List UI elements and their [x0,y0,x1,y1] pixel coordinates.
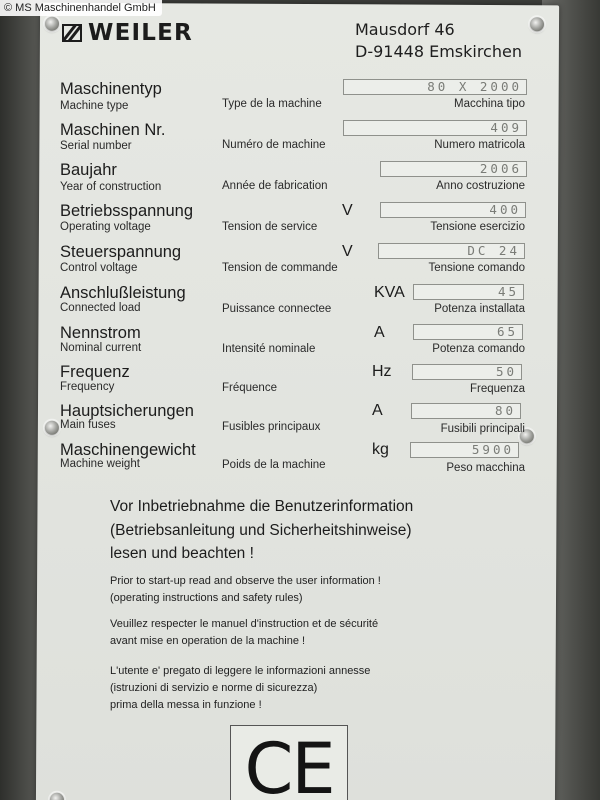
field-value-box: 80 X 2000 [343,79,527,95]
field-value-box: 400 [380,202,526,218]
field-label-de: Frequenz [60,363,130,381]
field-label-it: Potenza installata [434,303,525,315]
field-label-fr: Tension de commande [222,262,338,274]
warning-it-line: L'utente e' pregato di leggere le informazioni annesse [110,665,371,677]
warning-de-line: Vor Inbetriebnahme die Benutzerinformation [110,498,414,515]
field-label-it: Tensione esercizio [430,221,525,233]
field-label-en: Machine type [60,100,129,112]
field-unit: Hz [372,363,392,380]
warning-it-line: prima della messa in funzione ! [110,699,262,711]
field-value-box: 2006 [380,161,527,177]
field-label-fr: Année de fabrication [222,180,328,192]
field-label-de: Hauptsicherungen [60,402,194,420]
field-label-it: Potenza comando [432,343,525,355]
field-label-en: Frequency [60,381,115,393]
rivet-bottom-left [50,793,64,800]
weiler-logo [62,20,193,46]
rivet-top-left [45,17,59,31]
field-label-en: Control voltage [60,262,138,274]
field-label-de: Maschinengewicht [60,441,196,459]
field-label-fr: Tension de service [222,221,318,233]
warning-en-line: Prior to start-up read and observe the user information ! [110,575,381,587]
field-label-de: Baujahr [60,161,117,179]
field-unit: KVA [374,284,405,301]
field-value-box: 5900 [410,442,519,458]
field-label-en: Operating voltage [60,221,151,233]
field-value-box: 409 [343,120,527,136]
warning-de-line: (Betriebsanleitung und Sicherheitshinweise) [110,522,412,539]
warning-it-line: (istruzioni di servizio e norme di sicurezza) [110,682,318,694]
warning-de-line: lesen und beachten ! [110,545,254,562]
field-label-it: Fusibili principali [440,423,525,435]
weiler-logo-mark-icon [62,24,82,42]
field-value-box: 50 [412,364,522,380]
field-unit: A [374,324,385,341]
weiler-logo-text: WEILER [88,20,193,46]
field-label-de: Anschlußleistung [60,284,186,302]
field-label-it: Tensione comando [428,262,525,274]
photo-credit: © MS Maschinenhandel GmbH [0,0,162,16]
field-value-box: DC 24 [378,243,525,259]
field-label-de: Nennstrom [60,324,141,342]
address-line-1: Mausdorf 46 [355,20,455,39]
field-label-it: Numero matricola [434,139,525,151]
field-label-it: Anno costruzione [436,180,525,192]
warning-fr-line: Veuillez respecter le manuel d'instruction et de sécurité [110,618,379,630]
field-label-fr: Type de la machine [222,98,322,110]
field-label-fr: Fusibles principaux [222,421,321,433]
warning-fr-line: avant mise en operation de la machine ! [110,635,306,647]
field-label-en: Main fuses [60,419,116,431]
field-label-it: Frequenza [470,383,525,395]
field-value-box: 45 [413,284,524,300]
field-label-en: Connected load [60,302,141,314]
field-label-en: Serial number [60,140,132,152]
field-label-de: Steuerspannung [60,243,182,261]
field-label-fr: Fréquence [222,382,277,394]
warning-en-line: (operating instructions and safety rules) [110,592,303,604]
field-unit: V [342,243,353,260]
field-label-fr: Intensité nominale [222,343,316,355]
field-label-fr: Poids de la machine [222,459,326,471]
field-label-it: Peso macchina [446,462,525,474]
field-label-fr: Puissance connectee [222,303,332,315]
field-value-box: 80 [411,403,521,419]
field-value-box: 65 [413,324,523,340]
field-label-fr: Numéro de machine [222,139,326,151]
field-label-en: Machine weight [60,458,140,470]
rivet-top-right [530,17,544,31]
field-unit: A [372,402,383,419]
field-label-en: Year of construction [60,181,162,193]
field-unit: kg [372,441,389,458]
ce-mark-box [230,725,348,800]
field-unit: V [342,202,353,219]
address-line-2: D-91448 Emskirchen [355,42,522,61]
field-label-de: Maschinentyp [60,80,162,98]
field-label-de: Betriebsspannung [60,202,194,220]
rivet-mid-left [45,421,59,435]
field-label-it: Macchina tipo [454,98,525,110]
field-label-de: Maschinen Nr. [60,121,166,139]
field-label-en: Nominal current [60,342,142,354]
ce-mark: CE [244,728,334,800]
